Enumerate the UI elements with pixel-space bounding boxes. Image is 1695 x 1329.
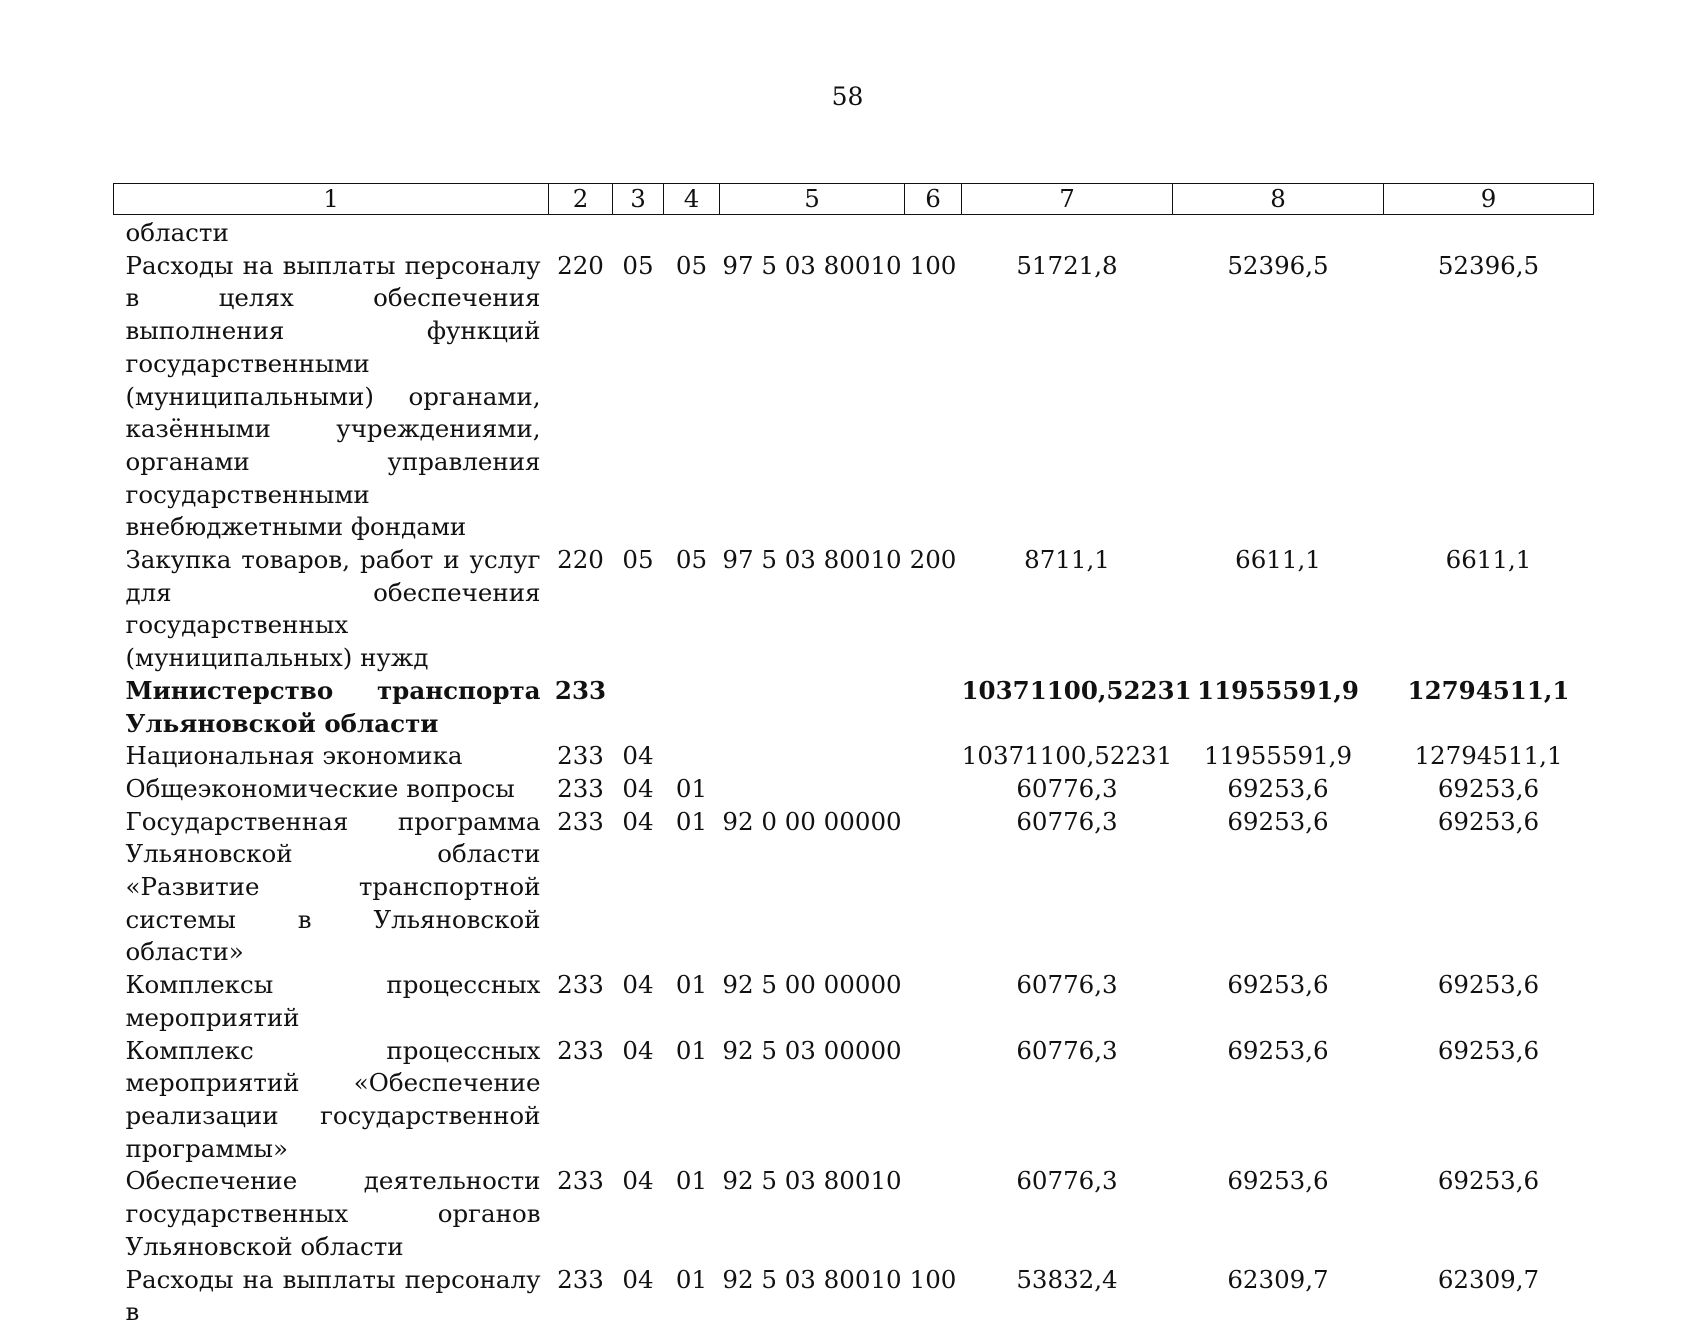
target-article-code: 92 5 03 00000 <box>722 1035 902 1065</box>
column-header: 2 <box>549 184 613 215</box>
section-code: 05 <box>622 250 654 280</box>
admin-code: 233 <box>557 970 604 1000</box>
subsection-code: 05 <box>675 250 708 280</box>
expense-type-code: 200 <box>909 545 957 575</box>
amount-col-8: 69253,6 <box>1227 806 1329 836</box>
expense-type-code <box>905 1165 962 1263</box>
table-row <box>114 740 1594 773</box>
subsection-code: 05 <box>675 545 708 575</box>
amount-col-8: 11955591,9 <box>1203 741 1353 771</box>
expense-type-code <box>905 675 962 740</box>
table-row <box>114 969 1594 1034</box>
row-name: Расходы на выплаты персоналу в <box>125 1264 541 1327</box>
amount-col-7: 60776,3 <box>1016 1166 1118 1196</box>
table-row <box>114 1264 1594 1329</box>
expense-type-code <box>905 215 962 250</box>
column-header: 7 <box>962 184 1173 215</box>
target-article-code <box>720 773 905 806</box>
table-row <box>114 773 1594 806</box>
amount-col-9: 69253,6 <box>1437 1166 1540 1196</box>
row-name: Государственная программа Ульяновской области «Развитие транспортной системы в Ульяновской области» <box>125 806 541 967</box>
admin-code: 233 <box>557 1264 604 1294</box>
page-number: 58 <box>831 82 864 111</box>
admin-code: 233 <box>554 675 607 705</box>
table-row <box>114 544 1594 675</box>
table-row <box>114 215 1594 250</box>
admin-code: 220 <box>557 545 604 575</box>
section-code: 04 <box>622 1166 654 1196</box>
row-name: Комплексы процессных мероприятий <box>125 970 541 1032</box>
subsection-code <box>664 215 720 250</box>
amount-col-7: 10371100,52231 <box>961 675 1192 705</box>
expense-type-code: 100 <box>909 250 957 280</box>
row-name: Комплекс процессных мероприятий «Обеспечение реализации государственной программы» <box>125 1035 541 1163</box>
amount-col-9: 12794511,1 <box>1407 675 1570 705</box>
target-article-code: 92 5 03 80010 <box>722 1166 902 1196</box>
column-header: 4 <box>664 184 720 215</box>
expense-type-code <box>905 773 962 806</box>
expense-type-code <box>905 1035 962 1166</box>
table-row <box>114 1165 1594 1263</box>
amount-col-9: 69253,6 <box>1437 970 1540 1000</box>
amount-col-9 <box>1384 215 1594 250</box>
subsection-code: 01 <box>675 1035 708 1065</box>
amount-col-8: 6611,1 <box>1235 545 1321 575</box>
column-header: 6 <box>905 184 962 215</box>
amount-col-8: 69253,6 <box>1227 970 1329 1000</box>
subsection-code: 01 <box>675 970 708 1000</box>
section-code: 04 <box>622 741 654 771</box>
amount-col-9: 52396,5 <box>1437 250 1540 280</box>
amount-col-9: 6611,1 <box>1445 545 1532 575</box>
subsection-code: 01 <box>675 1166 708 1196</box>
target-article-code: 97 5 03 80010 <box>722 545 902 575</box>
table-row <box>114 250 1594 544</box>
admin-code: 233 <box>557 741 604 771</box>
expense-type-code <box>905 969 962 1034</box>
target-article-code <box>720 215 905 250</box>
amount-col-8: 11955591,9 <box>1197 675 1359 705</box>
target-article-code: 92 5 03 80010 <box>722 1264 902 1294</box>
amount-col-8: 69253,6 <box>1227 1035 1329 1065</box>
expense-type-code <box>905 806 962 970</box>
amount-col-7: 8711,1 <box>1024 545 1110 575</box>
amount-col-7: 51721,8 <box>1016 250 1118 280</box>
section-code: 04 <box>622 970 654 1000</box>
section-code: 04 <box>622 1264 654 1294</box>
budget-table <box>113 183 1594 1329</box>
section-code <box>613 215 664 250</box>
table-row <box>114 806 1594 970</box>
amount-col-7: 60776,3 <box>1016 806 1118 836</box>
row-name: Общеэкономические вопросы <box>125 773 515 803</box>
section-code: 04 <box>622 1035 654 1065</box>
amount-col-7: 60776,3 <box>1016 1035 1118 1065</box>
amount-col-8: 69253,6 <box>1227 1166 1329 1196</box>
section-code: 05 <box>622 545 654 575</box>
section-code: 04 <box>622 806 654 836</box>
amount-col-7 <box>962 215 1173 250</box>
column-header: 1 <box>114 184 549 215</box>
target-article-code: 92 0 00 00000 <box>722 806 902 836</box>
admin-code: 233 <box>557 773 604 803</box>
table-row <box>114 675 1594 740</box>
subsection-code: 01 <box>675 1264 708 1294</box>
amount-col-9: 69253,6 <box>1437 1035 1540 1065</box>
admin-code: 233 <box>557 806 604 836</box>
row-name: Национальная экономика <box>125 741 463 771</box>
amount-col-7: 60776,3 <box>1016 970 1118 1000</box>
table-body <box>114 215 1594 1329</box>
amount-col-9: 69253,6 <box>1437 806 1540 836</box>
target-article-code: 92 5 00 00000 <box>722 970 902 1000</box>
amount-col-8: 52396,5 <box>1227 250 1329 280</box>
row-name: Закупка товаров, работ и услуг для обеспечения государственных (муниципальных) нужд <box>125 545 541 673</box>
expense-type-code: 100 <box>909 1264 957 1294</box>
column-header: 9 <box>1384 184 1594 215</box>
expense-type-code <box>905 740 962 773</box>
subsection-code: 01 <box>675 773 708 803</box>
row-name: Обеспечение деятельности государственных органов Ульяновской области <box>125 1166 541 1261</box>
column-header: 8 <box>1173 184 1384 215</box>
amount-col-8: 62309,7 <box>1227 1264 1329 1294</box>
column-header: 5 <box>720 184 905 215</box>
subsection-code: 01 <box>675 806 708 836</box>
row-name: Министерство транспорта Ульяновской области <box>125 675 541 738</box>
section-code: 04 <box>622 773 654 803</box>
amount-col-8: 69253,6 <box>1227 773 1329 803</box>
admin-code <box>549 215 613 250</box>
admin-code: 233 <box>557 1166 604 1196</box>
amount-col-9: 12794511,1 <box>1414 741 1563 771</box>
column-number-row <box>114 184 1594 215</box>
subsection-code <box>664 675 720 740</box>
row-name: области <box>125 218 229 247</box>
amount-col-8 <box>1173 215 1384 250</box>
amount-col-7: 10371100,52231 <box>961 741 1173 771</box>
row-name: Расходы на выплаты персоналу в целях обеспечения выполнения функций государственными (муниципальными) органами, казёнными учреждениями, органами управления государственными внебюджетными фондами <box>125 250 541 542</box>
table-row <box>114 1035 1594 1166</box>
target-article-code <box>720 675 905 740</box>
target-article-code: 97 5 03 80010 <box>722 250 902 280</box>
admin-code: 220 <box>557 250 604 280</box>
target-article-code <box>720 740 905 773</box>
amount-col-7: 53832,4 <box>1016 1264 1118 1294</box>
amount-col-9: 62309,7 <box>1437 1264 1540 1294</box>
admin-code: 233 <box>557 1035 604 1065</box>
column-header: 3 <box>613 184 664 215</box>
amount-col-9: 69253,6 <box>1437 773 1540 803</box>
subsection-code <box>664 740 720 773</box>
section-code <box>613 675 664 740</box>
amount-col-7: 60776,3 <box>1016 773 1118 803</box>
